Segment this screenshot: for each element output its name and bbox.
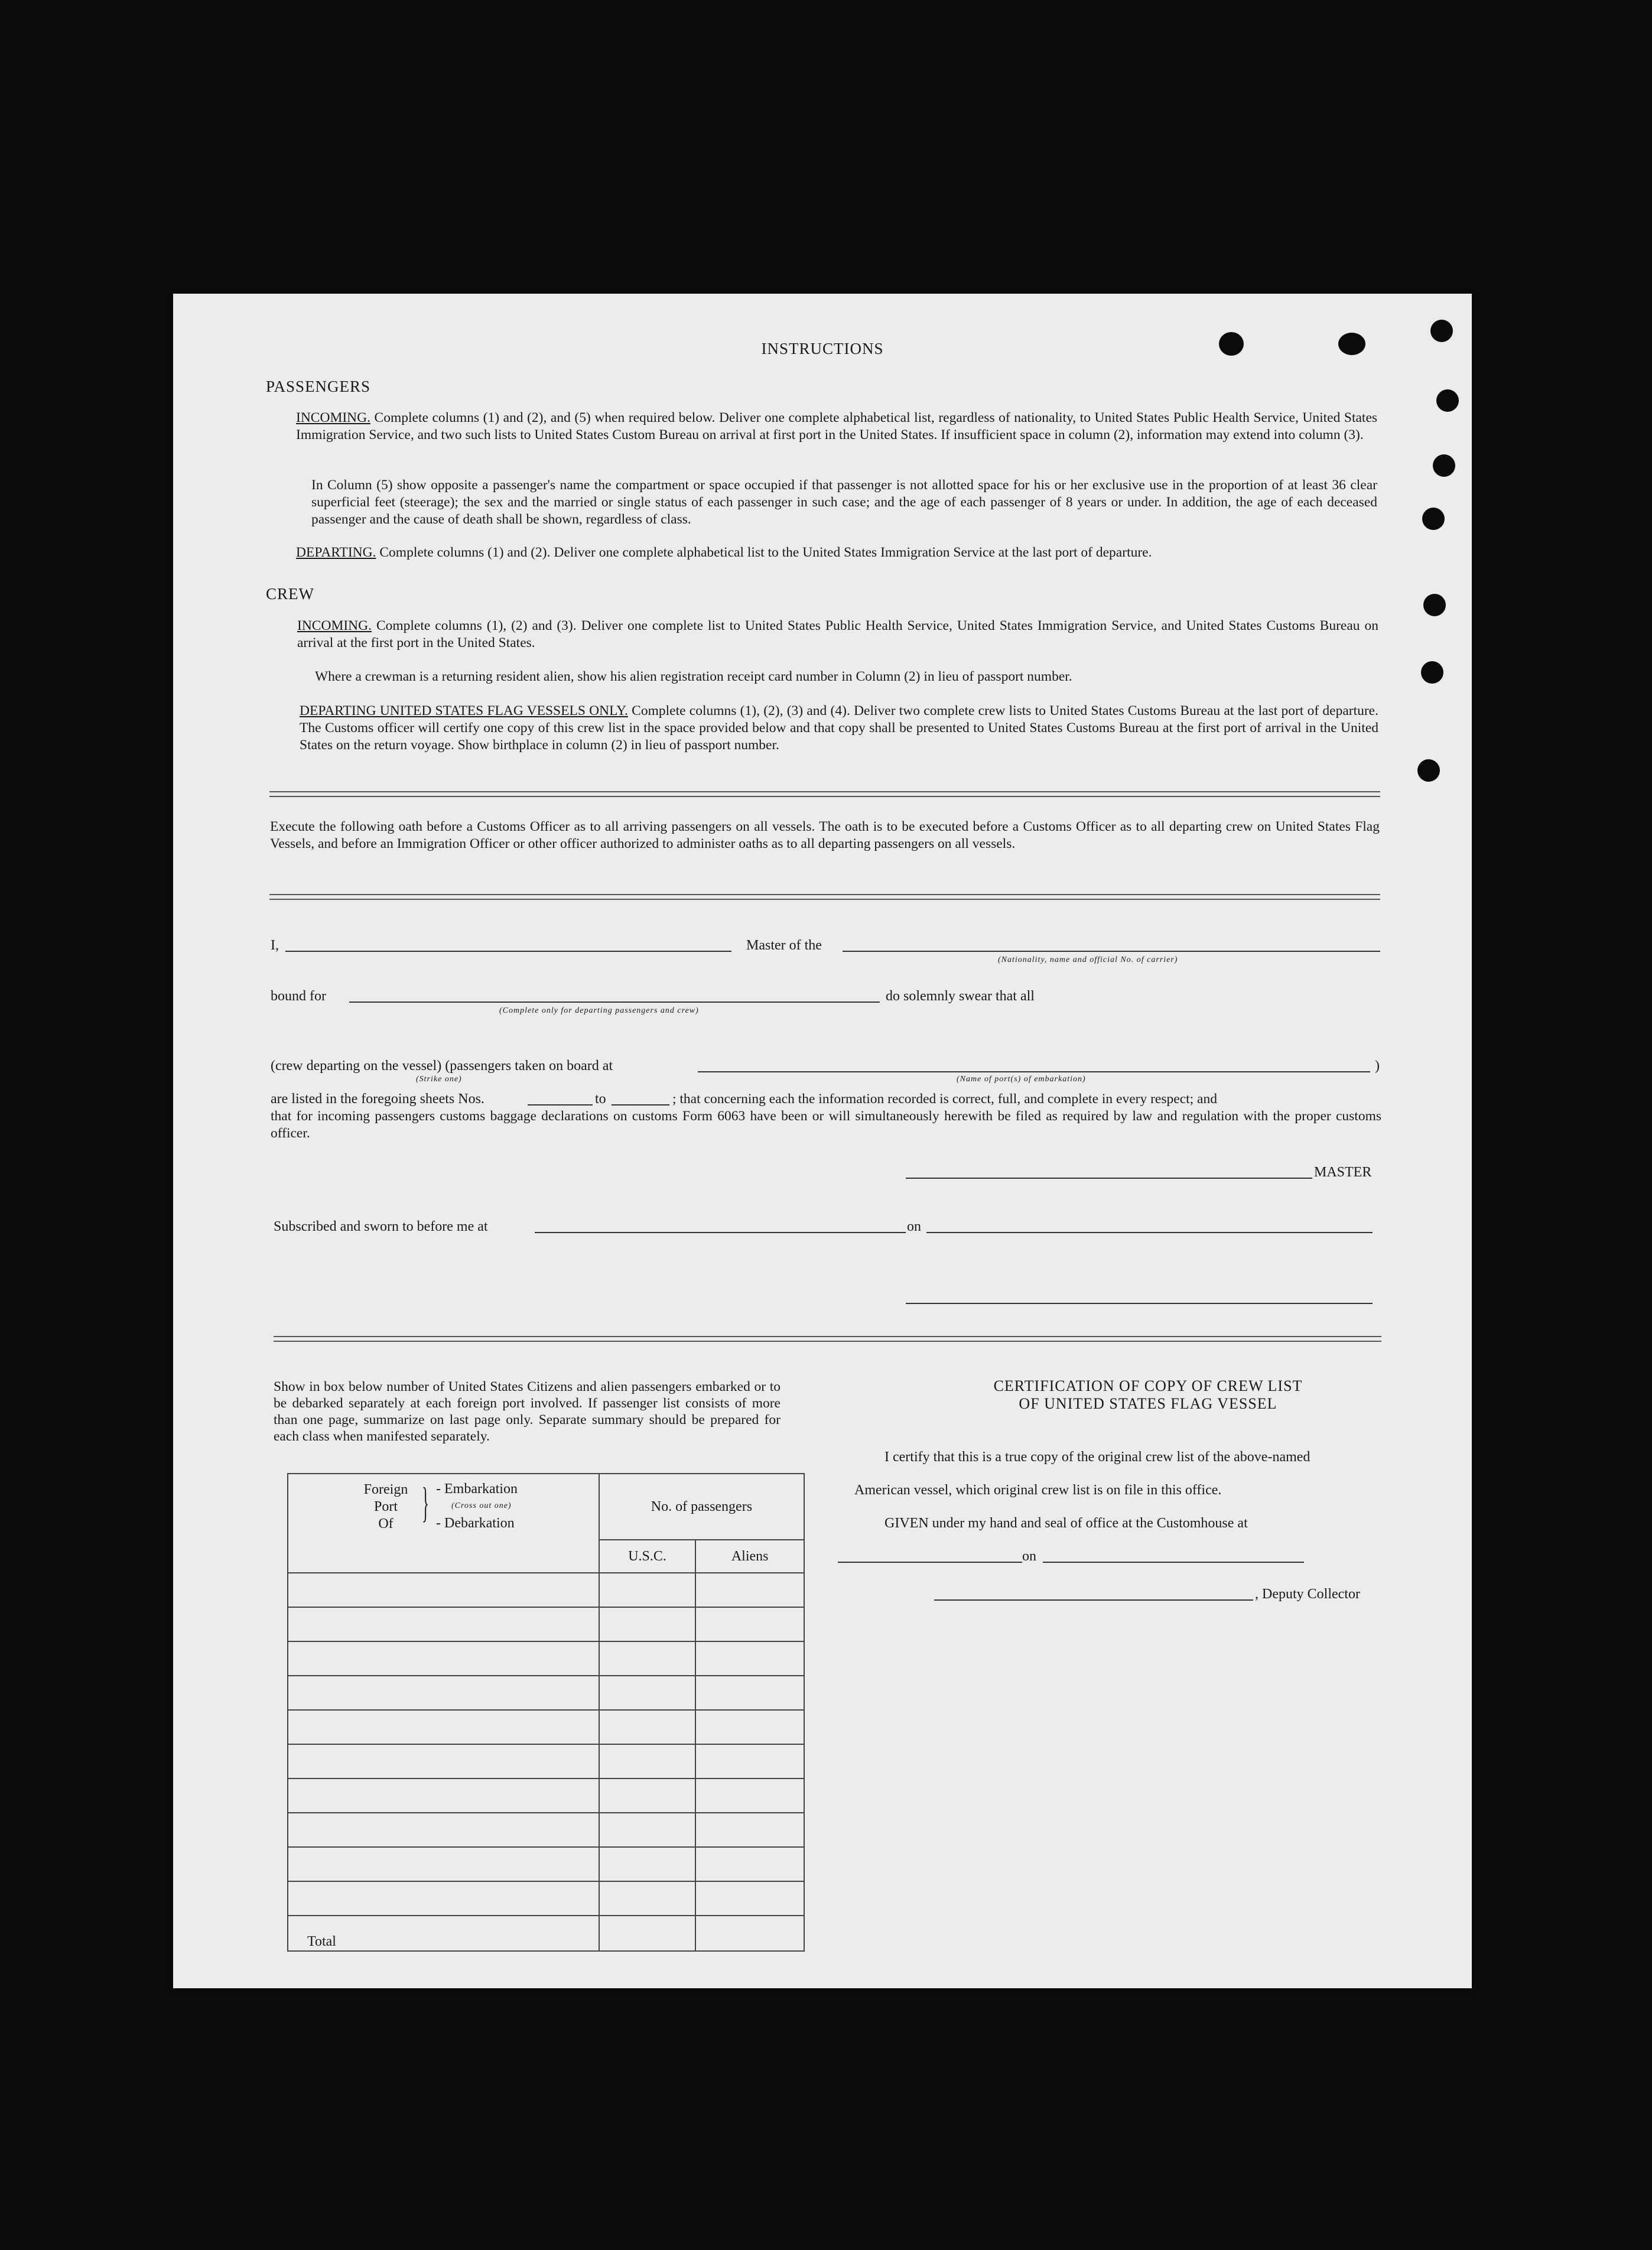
deputy-collector-label: , Deputy Collector xyxy=(1255,1586,1360,1602)
complete-only-note: (Complete only for departing passengers and crew) xyxy=(499,1006,699,1015)
port-cell[interactable] xyxy=(288,1744,599,1778)
usc-cell[interactable] xyxy=(599,1573,695,1607)
punch-hole-icon xyxy=(1421,661,1443,684)
cross-out-note: (Cross out one) xyxy=(451,1501,512,1510)
subscribed-label: Subscribed and sworn to before me at xyxy=(274,1219,488,1234)
customhouse-field[interactable] xyxy=(838,1562,1022,1563)
passengers-column5-paragraph: In Column (5) show opposite a passenger's name the compartment or space occupied if that passenger is not allotted space for his or her exclusive use in the proportion of at least 36 clear superficial feet (steerage); the sex and the married or single status of each passenger in such case; and the age of each passenger of 8 years or under. In addition, the age of each deceased passenger and the cause of death shall be shown, regardless of class. xyxy=(311,477,1377,527)
port-cell[interactable] xyxy=(288,1916,599,1951)
aliens-cell[interactable] xyxy=(695,1847,804,1881)
port-cell[interactable] xyxy=(288,1710,599,1744)
port-cell[interactable] xyxy=(288,1641,599,1676)
aliens-cell[interactable] xyxy=(695,1573,804,1607)
punch-hole-icon xyxy=(1422,508,1445,530)
close-paren: ) xyxy=(1375,1058,1380,1074)
passengers-departing-paragraph xyxy=(296,544,1377,561)
passenger-summary-table xyxy=(287,1473,805,1952)
port-cell[interactable] xyxy=(288,1881,599,1916)
crew-resident-paragraph: Where a crewman is a returning resident alien, show his alien registration receipt card number in Column (2) in lieu of passport number. xyxy=(315,669,1072,684)
usc-cell[interactable] xyxy=(599,1778,695,1813)
crew-departing-label: DEPARTING UNITED STATES FLAG VESSELS ONLY. xyxy=(300,703,628,718)
oath-i-label: I, xyxy=(271,938,279,953)
listed-to-label: to xyxy=(595,1091,606,1107)
table-row xyxy=(288,1813,804,1847)
punch-hole-icon xyxy=(1433,454,1455,477)
punch-hole-icon xyxy=(1423,594,1446,616)
aliens-cell[interactable] xyxy=(695,1916,804,1951)
certification-line-2: American vessel, which original crew list is on file in this office. xyxy=(854,1482,1222,1498)
port-cell[interactable] xyxy=(288,1607,599,1641)
name-field[interactable] xyxy=(285,951,731,952)
passengers-heading: PASSENGERS xyxy=(266,378,371,395)
aliens-cell[interactable] xyxy=(695,1676,804,1710)
swear-label: do solemnly swear that all xyxy=(886,989,1035,1004)
sheet-to-field[interactable] xyxy=(612,1104,669,1106)
table-row xyxy=(288,1847,804,1881)
divider xyxy=(274,1336,1381,1342)
usc-cell[interactable] xyxy=(599,1607,695,1641)
punch-hole-icon xyxy=(1417,759,1440,782)
of-label: Of xyxy=(378,1516,394,1532)
aliens-cell[interactable] xyxy=(695,1710,804,1744)
summary-intro: Show in box below number of United States Citizens and alien passengers embarked or to be debarked separately at each foreign port involved. If passenger list consists of more than one page, summarize on last page only. Separate summary should be prepared for each class when manifested separately. xyxy=(274,1379,781,1444)
usc-cell[interactable] xyxy=(599,1916,695,1951)
subscribed-date-field[interactable] xyxy=(926,1232,1373,1233)
subscribed-at-field[interactable] xyxy=(535,1232,906,1233)
bound-for-field[interactable] xyxy=(349,1002,880,1003)
ports-note: (Name of port(s) of embarkation) xyxy=(957,1075,1086,1084)
usc-cell[interactable] xyxy=(599,1847,695,1881)
aliens-cell[interactable] xyxy=(695,1813,804,1847)
table-row xyxy=(288,1641,804,1676)
table-row xyxy=(288,1607,804,1641)
embarkation-label: - Embarkation xyxy=(436,1481,518,1497)
nationality-note: (Nationality, name and official No. of carrier) xyxy=(998,955,1178,964)
listed-label: are listed in the foregoing sheets Nos. xyxy=(271,1091,484,1107)
aliens-cell[interactable] xyxy=(695,1641,804,1676)
usc-cell[interactable] xyxy=(599,1710,695,1744)
page-title: INSTRUCTIONS xyxy=(761,340,884,357)
subscribed-on-label: on xyxy=(907,1219,921,1234)
punch-hole-icon xyxy=(1430,320,1453,342)
certification-heading-1: CERTIFICATION OF COPY OF CREW LIST xyxy=(993,1377,1303,1394)
passengers-incoming-paragraph xyxy=(296,409,1377,444)
deputy-signature-field[interactable] xyxy=(934,1599,1253,1601)
certification-date-field[interactable] xyxy=(1043,1562,1304,1563)
embarkation-ports-field[interactable] xyxy=(698,1071,1370,1072)
foreign-port-header xyxy=(288,1474,599,1573)
aliens-cell[interactable] xyxy=(695,1744,804,1778)
master-signature-field[interactable] xyxy=(906,1178,1312,1179)
table-row xyxy=(288,1744,804,1778)
master-of-label: Master of the xyxy=(746,938,822,953)
port-label: Port xyxy=(373,1499,398,1514)
usc-cell[interactable] xyxy=(599,1813,695,1847)
total-row xyxy=(288,1916,804,1951)
usc-cell[interactable] xyxy=(599,1676,695,1710)
table-row xyxy=(288,1573,804,1607)
table-row xyxy=(288,1710,804,1744)
total-label: Total xyxy=(307,1933,336,1949)
debarkation-label: - Debarkation xyxy=(436,1516,515,1531)
punch-hole-icon xyxy=(1436,389,1459,412)
crew-incoming-paragraph xyxy=(297,617,1378,652)
crew-departing-paragraph xyxy=(300,703,1378,754)
master-label: MASTER xyxy=(1314,1165,1372,1180)
passengers-incoming-label: INCOMING. xyxy=(296,410,370,425)
aliens-cell[interactable] xyxy=(695,1881,804,1916)
no-passengers-header: No. of passengers xyxy=(599,1474,804,1540)
port-cell[interactable] xyxy=(288,1573,599,1607)
baggage-text: that for incoming passengers customs baggage declarations on customs Form 6063 have been or will simultaneously herewith be filed as required by law and regulation with the proper customs officer. xyxy=(271,1108,1381,1141)
usc-header: U.S.C. xyxy=(599,1540,695,1573)
table-row xyxy=(288,1676,804,1710)
sheet-from-field[interactable] xyxy=(528,1104,593,1106)
passengers-departing-text: Complete columns (1) and (2). Deliver one complete alphabetical list to the United States Immigration Service at the last port of departure. xyxy=(379,545,1152,560)
port-cell[interactable] xyxy=(288,1778,599,1813)
strike-one-note: (Strike one) xyxy=(416,1075,462,1084)
passengers-incoming-text: Complete columns (1) and (2), and (5) when required below. Deliver one complete alphabetical list, regardless of nationality, to United States Public Health Service, United States Immigration Service, and two such lists to United States Custom Bureau on arrival at first port in the United States. If insufficient space in column (2), information may extend into column (3). xyxy=(296,410,1378,443)
aliens-cell[interactable] xyxy=(695,1607,804,1641)
port-cell[interactable] xyxy=(288,1676,599,1710)
passengers-departing-label: DEPARTING. xyxy=(296,545,376,560)
brace-icon: } xyxy=(422,1479,430,1526)
usc-cell[interactable] xyxy=(599,1881,695,1916)
table-header-row xyxy=(288,1474,804,1540)
divider xyxy=(269,791,1380,797)
certification-heading-2: OF UNITED STATES FLAG VESSEL xyxy=(1019,1395,1277,1412)
aliens-cell[interactable] xyxy=(695,1778,804,1813)
crew-departing-text: Complete columns (1), (2), (3) and (4). Deliver two complete crew lists to United States Customs Bureau at the last port of departure. The Customs officer will certify one copy of this crew list in the space provided below and that copy shall be presented to United States Customs Bureau at the first port of arrival in the United States on the return voyage. Show birthplace in column (2) in lieu of passport number. xyxy=(300,703,1378,753)
port-cell[interactable] xyxy=(288,1847,599,1881)
carrier-field[interactable] xyxy=(843,951,1380,952)
table-row xyxy=(288,1881,804,1916)
form-page xyxy=(173,294,1472,1988)
crew-departing-label: (crew departing on the vessel) (passengers taken on board at xyxy=(271,1058,613,1074)
usc-cell[interactable] xyxy=(599,1641,695,1676)
certification-line-1: I certify that this is a true copy of the original crew list of the above-named xyxy=(884,1449,1310,1465)
divider xyxy=(269,894,1380,900)
bound-for-label: bound for xyxy=(271,989,326,1004)
listed-text: ; that concerning each the information recorded is correct, full, and complete in every respect; and xyxy=(672,1091,1217,1107)
foreign-label: Foreign xyxy=(363,1482,408,1497)
officer-signature-field[interactable] xyxy=(906,1303,1373,1304)
crew-incoming-text: Complete columns (1), (2) and (3). Deliver one complete list to United States Public Health Service, United States Immigration Service, and United States Customs Bureau on arrival at the first port in the United States. xyxy=(297,618,1378,651)
crew-incoming-label: INCOMING. xyxy=(297,618,372,633)
certification-line-3: GIVEN under my hand and seal of office at the Customhouse at xyxy=(884,1516,1248,1531)
crew-heading: CREW xyxy=(266,585,314,603)
aliens-header: Aliens xyxy=(695,1540,804,1573)
usc-cell[interactable] xyxy=(599,1744,695,1778)
port-cell[interactable] xyxy=(288,1813,599,1847)
oath-intro: Execute the following oath before a Customs Officer as to all arriving passengers on all vessels. The oath is to be executed before a Customs Officer as to all departing crew on United States Flag Vessels, and before an Immigration Officer or other officer authorized to administer oaths as to all departing passengers on all vessels. xyxy=(270,819,1380,851)
table-row xyxy=(288,1778,804,1813)
certification-on-label: on xyxy=(1022,1549,1036,1564)
